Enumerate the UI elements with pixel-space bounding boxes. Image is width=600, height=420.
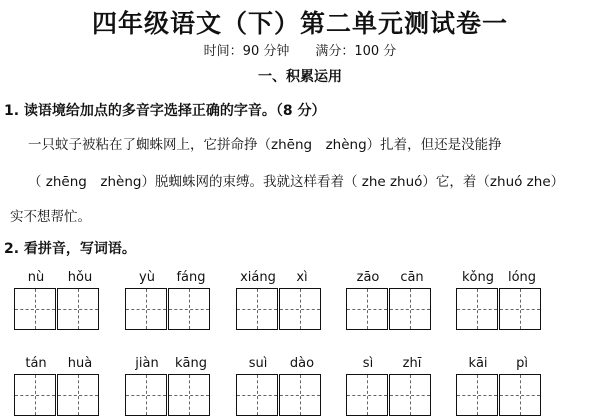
- writing-box[interactable]: [456, 288, 498, 330]
- writing-box[interactable]: [346, 374, 388, 416]
- question-1-title: 1. 读语境给加点的多音字选择正确的字音。（8 分）: [4, 103, 326, 119]
- section-heading: 一、积累运用: [258, 69, 342, 85]
- pinyin: huà: [67, 356, 93, 371]
- pinyin: kāi: [468, 356, 488, 371]
- word-grid: [236, 270, 324, 330]
- writing-box[interactable]: [57, 288, 99, 330]
- pinyin: suì: [248, 356, 268, 371]
- pinyin: sì: [362, 356, 374, 371]
- question-2-title: 2. 看拼音，写词语。: [4, 241, 136, 257]
- time-limit: 时间：90 分钟: [203, 44, 290, 59]
- pinyin: xì: [296, 270, 308, 285]
- pinyin: yù: [139, 270, 155, 285]
- pinyin: hǒu: [67, 270, 93, 285]
- writing-box[interactable]: [389, 374, 431, 416]
- word-grid: [346, 356, 434, 416]
- writing-box[interactable]: [168, 288, 210, 330]
- writing-box[interactable]: [236, 374, 278, 416]
- writing-box[interactable]: [14, 374, 56, 416]
- pinyin: cān: [400, 270, 424, 285]
- question-1-line-2: （ zhēng zhèng）脱蜘蛛网的束缚。我就这样看着（ zhe zhuó）它，着（zhuó zhe）: [28, 174, 565, 190]
- question-1-line-3: 实不想帮忙。: [10, 209, 91, 225]
- pinyin: lóng: [507, 270, 537, 285]
- pinyin: dào: [289, 356, 315, 371]
- word-grid: [125, 270, 213, 330]
- writing-box[interactable]: [14, 288, 56, 330]
- word-grid: [456, 270, 544, 330]
- writing-box[interactable]: [57, 374, 99, 416]
- exam-info: [0, 40, 600, 59]
- writing-box[interactable]: [456, 374, 498, 416]
- pinyin: xiáng: [240, 270, 276, 285]
- page-title: 四年级语文（下）第二单元测试卷一: [91, 9, 508, 38]
- writing-box[interactable]: [279, 288, 321, 330]
- writing-box[interactable]: [499, 374, 541, 416]
- pinyin: jiàn: [135, 356, 159, 371]
- writing-box[interactable]: [168, 374, 210, 416]
- writing-box[interactable]: [236, 288, 278, 330]
- writing-box[interactable]: [279, 374, 321, 416]
- question-1-line-1: 一只蚊子被粘在了蜘蛛网上，它拼命挣（zhēng zhèng）扎着，但还是没能挣: [28, 137, 502, 153]
- word-grid: [456, 356, 544, 416]
- pinyin: kāng: [175, 356, 207, 371]
- word-grid: [14, 356, 102, 416]
- pinyin: zāo: [356, 270, 380, 285]
- full-score: 满分：100 分: [315, 44, 397, 59]
- writing-box[interactable]: [125, 288, 167, 330]
- pinyin: nù: [27, 270, 45, 285]
- pinyin: kǒng: [462, 270, 494, 285]
- pinyin: zhī: [402, 356, 422, 371]
- word-grid: [14, 270, 102, 330]
- writing-box[interactable]: [499, 288, 541, 330]
- writing-box[interactable]: [125, 374, 167, 416]
- word-grid: [125, 356, 213, 416]
- writing-box[interactable]: [389, 288, 431, 330]
- pinyin: tán: [25, 356, 47, 371]
- pinyin: pì: [516, 356, 528, 371]
- pinyin: fáng: [176, 270, 206, 285]
- word-grid: [346, 270, 434, 330]
- writing-box[interactable]: [346, 288, 388, 330]
- word-grid: [236, 356, 324, 416]
